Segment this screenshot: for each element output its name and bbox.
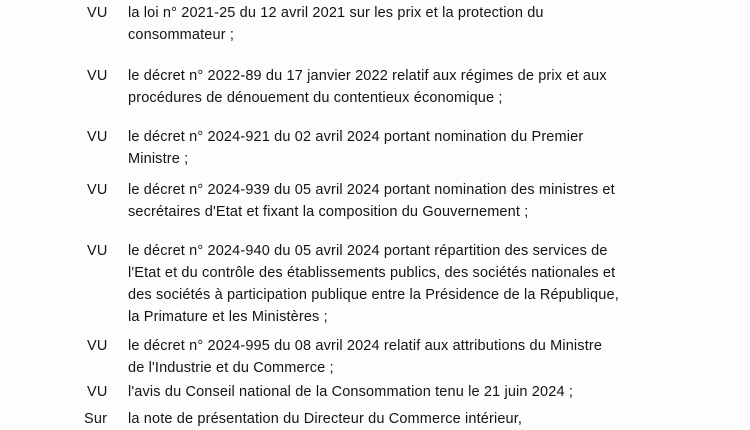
- entry-line: consommateur ;: [128, 27, 235, 43]
- entry-line: le décret n° 2024-995 du 08 avril 2024 relatif aux attributions du Ministre: [128, 338, 603, 354]
- entry-text: [128, 65, 728, 109]
- entry-line: procédures de dénouement du contentieux économique ;: [128, 90, 503, 106]
- entry-line: l'Etat et du contrôle des établissements publics, des sociétés nationales et: [128, 265, 616, 281]
- entry-line: secrétaires d'Etat et fixant la composition du Gouvernement ;: [128, 204, 529, 220]
- entry-prefix: VU: [87, 338, 108, 354]
- entry-prefix: VU: [87, 182, 108, 198]
- entry-prefix: VU: [87, 5, 108, 21]
- entry-prefix: VU: [87, 129, 108, 145]
- entry-prefix: VU: [87, 243, 108, 259]
- entry-prefix: VU: [87, 68, 108, 84]
- entry-text: [128, 2, 728, 46]
- entry-line: le décret n° 2024-921 du 02 avril 2024 portant nomination du Premier: [128, 129, 584, 145]
- entry-line: le décret n° 2024-939 du 05 avril 2024 portant nomination des ministres et: [128, 182, 615, 198]
- entry-text: [128, 381, 728, 403]
- entry-line: la Primature et les Ministères ;: [128, 309, 328, 325]
- entry-text: [128, 126, 728, 170]
- entry-line: l'avis du Conseil national de la Consommation tenu le 21 juin 2024 ;: [128, 384, 574, 400]
- entry-line: le décret n° 2024-940 du 05 avril 2024 portant répartition des services de: [128, 243, 608, 259]
- entry-prefix: Sur: [84, 411, 108, 427]
- entry-text: [128, 240, 728, 328]
- entry-text: [128, 335, 728, 379]
- entry-line: Ministre ;: [128, 151, 189, 167]
- entry-line: la loi n° 2021-25 du 12 avril 2021 sur les prix et la protection du: [128, 5, 544, 21]
- entry-line: des sociétés à participation publique entre la Présidence de la République,: [128, 287, 619, 303]
- entry-line: le décret n° 2022-89 du 17 janvier 2022 relatif aux régimes de prix et aux: [128, 68, 607, 84]
- entry-line: la note de présentation du Directeur du Commerce intérieur,: [128, 411, 523, 427]
- entry-line: de l'Industrie et du Commerce ;: [128, 360, 334, 376]
- entry-prefix: VU: [87, 384, 108, 400]
- entry-text: [128, 408, 728, 430]
- entry-text: [128, 179, 728, 223]
